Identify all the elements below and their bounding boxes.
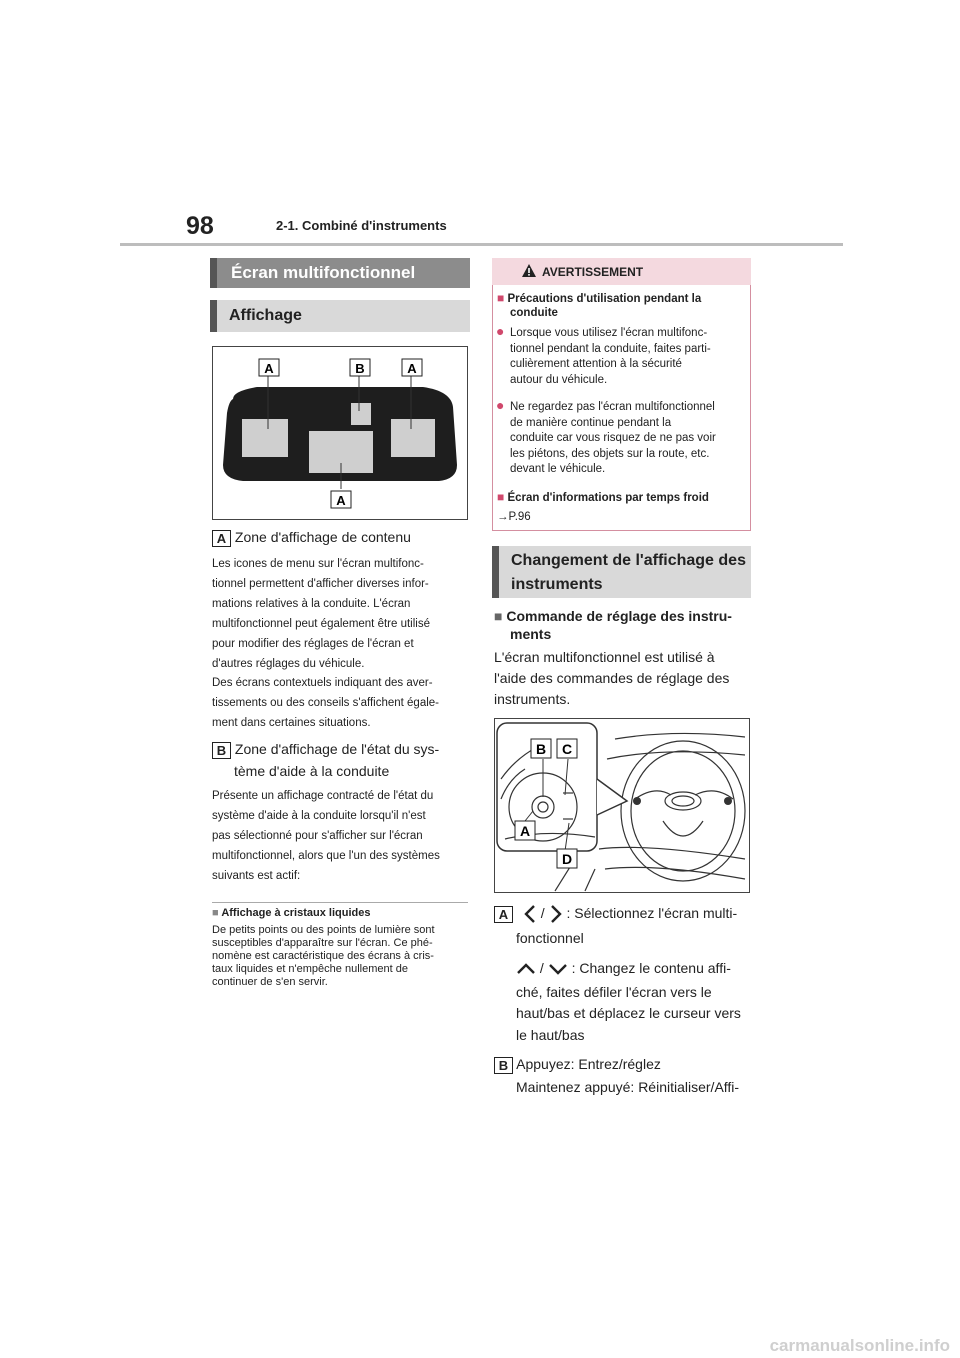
fig-label-a1: A [264,361,274,376]
slash: / [539,960,544,976]
warning-item1-title-1: Précautions d'utilisation pendant la [507,293,702,305]
page-number: 98 [186,212,214,240]
item-a-line-6: le haut/bas [516,1027,585,1043]
line: Les icones de menu sur l'écran multifonc- [212,558,424,570]
fig2-label-d: D [561,851,573,867]
slash: / [540,905,545,921]
callout-b [212,741,439,759]
line: multifonctionnel, alors que l'un des systèmes [212,850,440,862]
fig2-label-a: A [519,823,531,839]
callout-a-title: Zone d'affichage de contenu [234,529,411,545]
line: tionnel pendant la conduite, faites parti- [510,342,711,355]
item-a-line-3 [516,958,731,979]
dot-bullet-icon: ● [496,397,505,413]
line: tissements ou des conseils s'affichent égale- [212,697,439,709]
line: mations relatives à la conduite. L'écran [212,598,411,610]
warning-bullet-2 [510,400,748,478]
line: d'autres réglages du véhicule. [212,658,365,670]
subheading-line-1: Commande de réglage des instru- [506,608,732,624]
chevron-right-icon [549,904,563,924]
callout-b-title-1: Zone d'affichage de l'état du sys- [234,741,440,757]
steering-diagram [495,719,749,892]
line: système d'aide à la conduite lorsqu'il n'est [212,810,426,822]
line: Ne regardez pas l'écran multifonctionnel [510,401,715,413]
badge-a: A [494,906,513,923]
paragraph-a1 [212,554,474,674]
line: L'écran multifonctionnel est utilisé à [494,649,715,665]
item-b-text-1: Appuyez: Entrez/réglez [516,1056,661,1072]
intro-paragraph [494,647,752,710]
warning-item2-title-text: Écran d'informations par temps froid [507,492,709,504]
note-body [212,924,470,989]
heading-ecran-multifonctionnel: Écran multifonctionnel [210,258,470,288]
callout-a [212,529,411,547]
note-heading [212,907,370,919]
line: pour modifier des réglages de l'écran et [212,638,414,650]
chevron-up-icon [516,962,536,976]
watermark: carmanualsonline.info [769,1336,950,1355]
line: Des écrans contextuels indiquant des aver- [212,677,433,689]
line: pas sélectionné pour s'afficher sur l'écran [212,830,423,842]
square-bullet-icon: ■ [212,907,219,919]
paragraph-b [212,786,474,886]
line: instruments. [494,691,571,707]
chevron-left-icon [523,904,537,924]
warning-page-ref[interactable]: →P.96 [497,511,531,523]
fig-label-a3: A [336,493,346,508]
square-bullet-icon: ■ [497,490,505,504]
subheading-line-2: ments [510,626,552,642]
line: autour du véhicule. [510,373,608,386]
line: conduite car vous risquez de ne pas voir [510,432,716,444]
item-a-text-3: : Changez le contenu affi- [571,960,731,976]
header-rule [120,243,843,246]
line: De petits points ou des points de lumière sont [212,924,435,936]
line: Lorsque vous utilisez l'écran multifonc- [510,327,708,339]
item-b-line-2: Maintenez appuyé: Réinitialiser/Affi- [516,1079,740,1095]
warning-bullet-1 [510,326,748,388]
line: Présente un affichage contracté de l'état du [212,790,434,802]
line: susceptibles d'apparaître sur l'écran. Ce phé- [212,937,433,949]
heading-line-2: instruments [511,576,603,593]
display-diagram [213,347,467,519]
item-a-text-1: : Sélectionnez l'écran multi- [566,905,738,921]
chevron-down-icon [548,962,568,976]
line: l'aide des commandes de réglage des [494,670,730,686]
steering-wheel-figure [494,718,750,893]
section-title: 2-1. Combiné d'instruments [276,218,447,233]
line: nomène est caractéristique des écrans à cris- [212,950,434,962]
item-a-line-2: fonctionnel [516,930,584,946]
line: tionnel permettent d'afficher diverses infor- [212,578,429,590]
fig-label-b: B [355,361,365,376]
item-b-line-1 [494,1054,661,1075]
item-a-line-1 [494,903,737,924]
subheading-commande [494,606,732,626]
fig2-label-b: B [535,741,547,757]
line: culièrement attention à la sécurité [510,358,682,370]
warning-triangle-icon [521,263,537,283]
fig-label-a2: A [407,361,417,376]
dot-bullet-icon: ● [496,323,505,339]
square-bullet-icon: ■ [494,608,503,624]
line: les piétons, des objets sur la route, etc. [510,447,710,460]
note-title: Affichage à cristaux liquides [221,907,371,919]
heading-line-1: Changement de l'affichage des [511,552,746,569]
fig2-label-c: C [561,741,573,757]
callout-b-title-2: tème d'aide à la conduite [234,763,390,779]
paragraph-a2 [212,673,474,733]
warning-item1-title-2: conduite [510,307,558,319]
line: devant le véhicule. [510,463,606,475]
heading-changement-affichage [492,546,751,598]
badge-a: A [212,530,231,547]
heading-affichage: Affichage [210,300,470,332]
square-bullet-icon: ■ [497,291,505,305]
item-a-line-5: haut/bas et déplacez le curseur vers [516,1005,741,1021]
line: suivants est actif: [212,870,301,882]
badge-b: B [212,742,231,759]
note-separator [212,902,468,903]
line: ment dans certaines situations. [212,717,371,729]
line: multifonctionnel peut également être utilisé [212,618,430,630]
instrument-display-figure [212,346,468,520]
warning-title: AVERTISSEMENT [542,265,644,279]
line: taux liquides et n'empêche nullement de [212,963,408,975]
warning-item2-title [497,490,747,507]
item-a-line-4: ché, faites défiler l'écran vers le [516,984,712,1000]
line: continuer de s'en servir. [212,976,328,988]
badge-b: B [494,1057,513,1074]
line: de manière continue pendant la [510,416,672,429]
